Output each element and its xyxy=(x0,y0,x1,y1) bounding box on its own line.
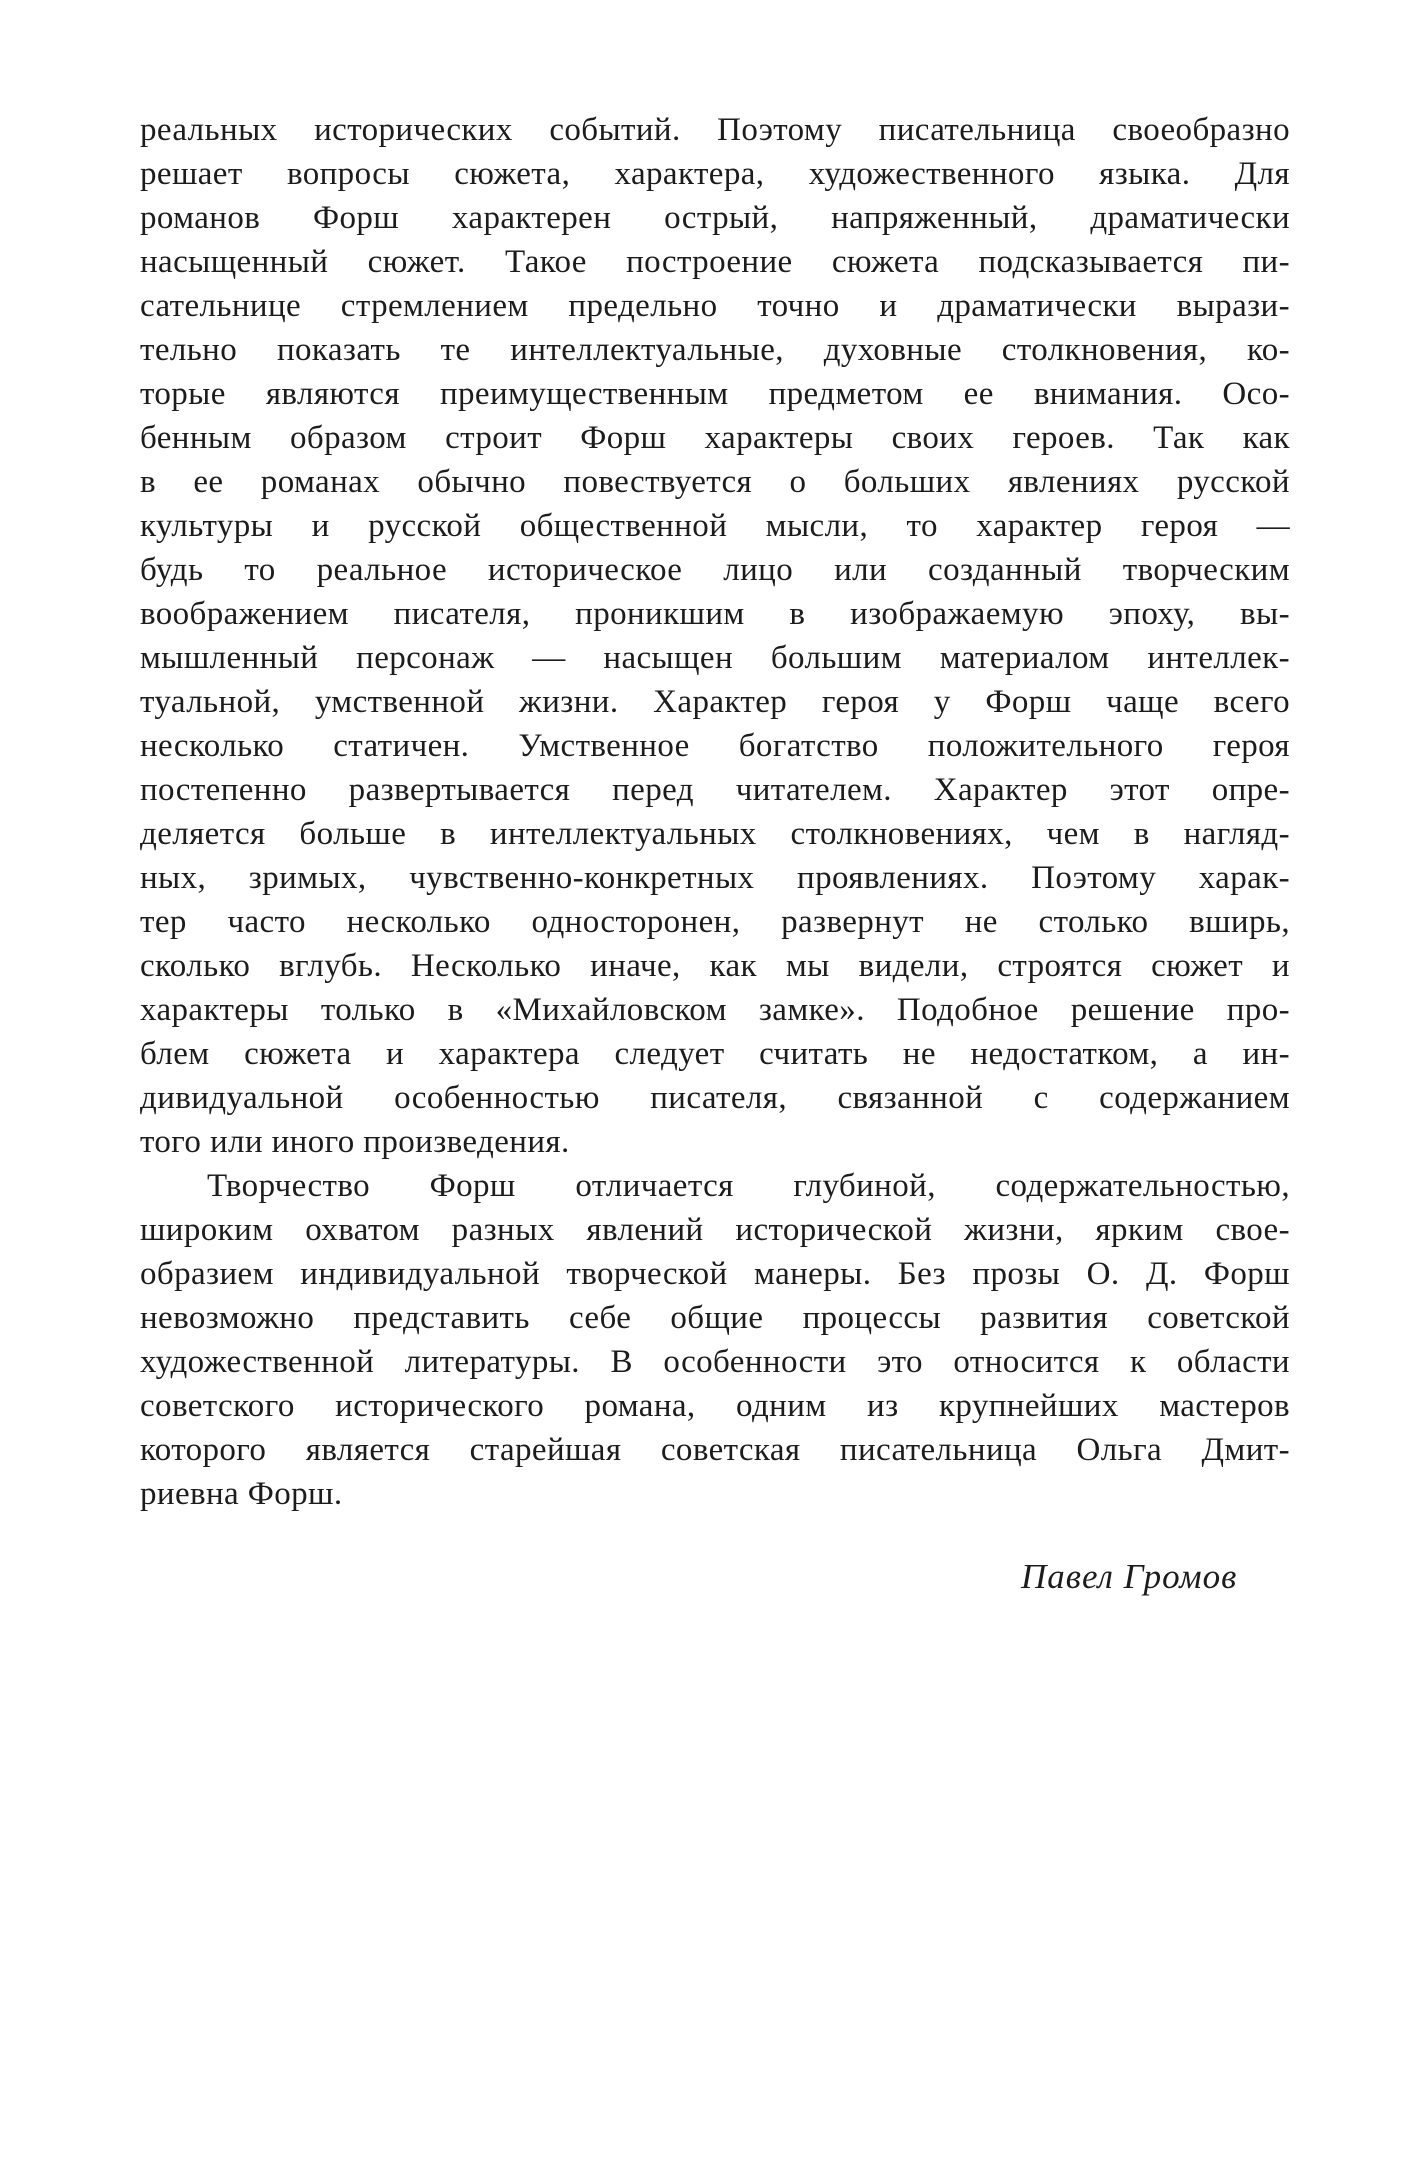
text-line: туальной, умственной жизни. Характер героя у Форш чаще всего xyxy=(140,684,1290,720)
text-line: деляется больше в интеллектуальных столкновениях, чем в нагляд- xyxy=(140,816,1290,852)
text-line: образием индивидуальной творческой манеры. Без прозы О. Д. Форш xyxy=(140,1256,1290,1292)
text-line: блем сюжета и характера следует считать не недостатком, а ин- xyxy=(140,1036,1290,1072)
text-line: тер часто несколько односторонен, развернут не столько вширь, xyxy=(140,904,1290,940)
text-line: ных, зримых, чувственно-конкретных проявлениях. Поэтому харак- xyxy=(140,860,1290,896)
text-line: сколько вглубь. Несколько иначе, как мы видели, строятся сюжет и xyxy=(140,948,1290,984)
text-line: которого является старейшая советская писательница Ольга Дмит- xyxy=(140,1432,1290,1468)
text-line: Творчество Форш отличается глубиной, содержательностью, xyxy=(207,1168,1290,1204)
text-line: воображением писателя, проникшим в изображаемую эпоху, вы- xyxy=(140,596,1290,632)
text-line: решает вопросы сюжета, характера, художественного языка. Для xyxy=(140,156,1290,192)
text-line: художественной литературы. В особенности это относится к области xyxy=(140,1344,1290,1380)
text-line: сательнице стремлением предельно точно и драматически вырази- xyxy=(140,288,1290,324)
paragraph-2 xyxy=(140,1164,1290,1516)
author-signature: Павел Громов xyxy=(1021,1557,1238,1596)
text-line: в ее романах обычно повествуется о больших явлениях русской xyxy=(140,464,1290,500)
document-page xyxy=(140,108,1290,1516)
text-line: торые являются преимущественным предметом ее внимания. Осо- xyxy=(140,376,1290,412)
text-line: культуры и русской общественной мысли, то характер героя — xyxy=(140,508,1290,544)
text-line: мышленный персонаж — насыщен большим материалом интеллек- xyxy=(140,640,1290,676)
text-line: бенным образом строит Форш характеры своих героев. Так как xyxy=(140,420,1290,456)
text-line: невозможно представить себе общие процессы развития советской xyxy=(140,1300,1290,1336)
text-line: советского исторического романа, одним из крупнейших мастеров xyxy=(140,1388,1290,1424)
text-line: характеры только в «Михайловском замке». Подобное решение про- xyxy=(140,992,1290,1028)
text-line: широким охватом разных явлений исторической жизни, ярким свое- xyxy=(140,1212,1290,1248)
text-line: дивидуальной особенностью писателя, связанной с содержанием xyxy=(140,1080,1290,1116)
text-line: реальных исторических событий. Поэтому писательница своеобразно xyxy=(140,112,1290,148)
text-line: насыщенный сюжет. Такое построение сюжета подсказывается пи- xyxy=(140,244,1290,280)
text-line: несколько статичен. Умственное богатство положительного героя xyxy=(140,728,1290,764)
text-line: будь то реальное историческое лицо или созданный творческим xyxy=(140,552,1290,588)
text-line: риевна Форш. xyxy=(140,1476,343,1512)
text-line: тельно показать те интеллектуальные, духовные столкновения, ко- xyxy=(140,332,1290,368)
text-line: постепенно развертывается перед читателем. Характер этот опре- xyxy=(140,772,1290,808)
text-line: романов Форш характерен острый, напряженный, драматически xyxy=(140,200,1290,236)
paragraph-1 xyxy=(140,108,1290,1164)
text-line: того или иного произведения. xyxy=(140,1124,570,1160)
